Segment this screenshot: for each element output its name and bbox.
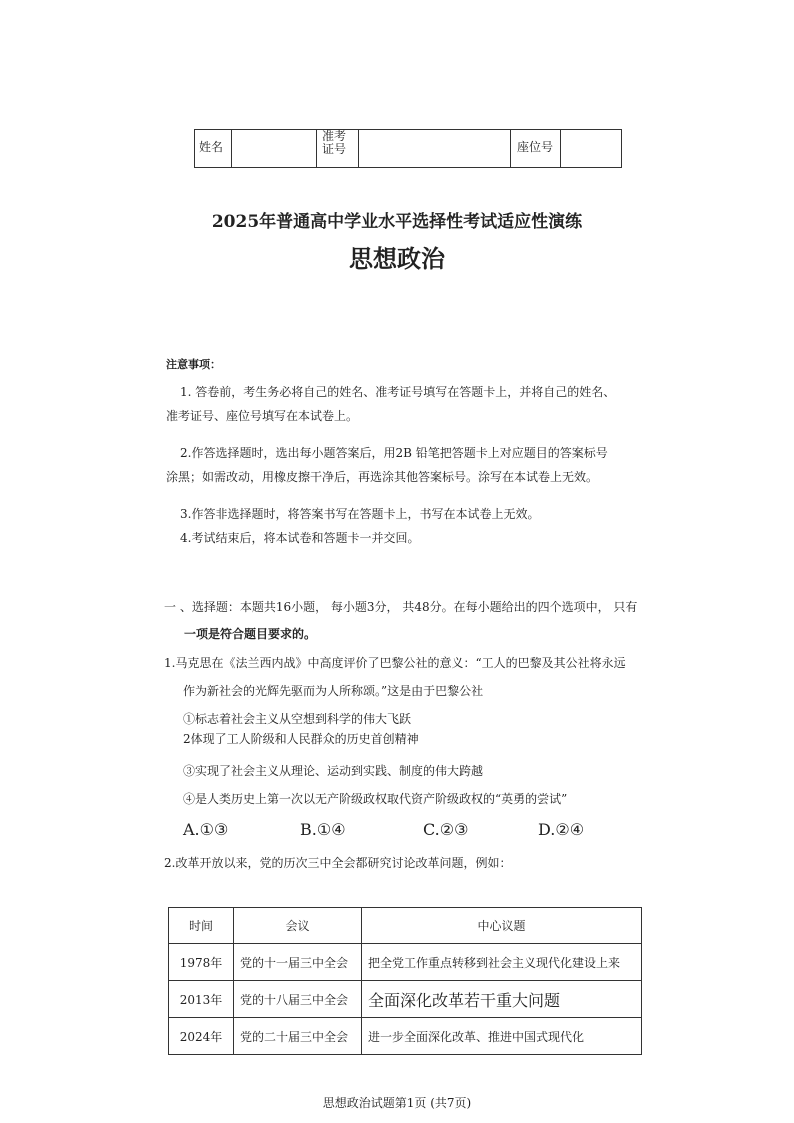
exam-id-field[interactable] (359, 130, 511, 167)
table-cell-topic: 把全党工作重点转移到社会主义现代化建设上来 (362, 944, 642, 981)
table-cell-year: 1978年 (169, 944, 234, 981)
table-header-topic: 中心议题 (362, 908, 642, 944)
table-header-time: 时间 (169, 908, 234, 944)
q1-option-c[interactable]: C.②③ (423, 820, 469, 839)
note-item-1-line2: 准考证号、座位号填写在本试卷上。 (166, 409, 359, 423)
section-heading (164, 598, 654, 642)
table-cell-meeting: 党的二十届三中全会 (234, 1018, 362, 1055)
section-heading-line2: 一项是符合题目要求的。 (184, 627, 317, 641)
note-item-2 (166, 441, 608, 489)
seat-field[interactable] (561, 130, 621, 167)
subject-title: 思想政治 (349, 245, 445, 273)
q1-option-a[interactable]: A.①③ (183, 820, 229, 839)
exam-id-label-line1: 准考 (322, 129, 347, 143)
q1-stem-line1: 1.马克思在《法兰西内战》中高度评价了巴黎公社的意义：“工人的巴黎及其公社将永远 (164, 656, 626, 670)
exam-id-label (317, 130, 359, 167)
q2-stem: 2.改革开放以来，党的历次三中全会都研究讨论改革问题，例如： (164, 856, 512, 870)
note-item-4: 4.考试结束后，将本试卷和答题卡一并交回。 (180, 531, 420, 545)
name-label: 姓名 (195, 130, 232, 167)
note-item-2-line1: 2.作答选择题时，选出每小题答案后，用2B 铅笔把答题卡上对应题目的答案标号 (180, 446, 608, 460)
table-cell-year: 2013年 (169, 981, 234, 1018)
table-header-row (169, 908, 642, 944)
section-heading-line1: 一 、选择题：本题共16小题， 每小题3分， 共48分。在每小题给出的四个选项中， 只有 (164, 600, 638, 614)
table-cell-meeting: 党的十八届三中全会 (234, 981, 362, 1018)
q1-item-2: 2体现了工人阶级和人民群众的历史首创精神 (183, 732, 419, 746)
note-item-3: 3.作答非选择题时，将答案书写在答题卡上，书写在本试卷上无效。 (180, 507, 540, 521)
table-row (169, 1018, 642, 1055)
plenary-sessions-table (168, 907, 642, 1055)
q1-option-d[interactable]: D.②④ (538, 820, 585, 839)
page-footer: 思想政治试题第1页 (共7页) (322, 1096, 472, 1110)
q1-item-1: ①标志着社会主义从空想到科学的伟大飞跃 (183, 712, 412, 726)
name-field[interactable] (232, 130, 317, 167)
q1-item-3: ③实现了社会主义从理论、运动到实践、制度的伟大跨越 (183, 764, 484, 778)
note-item-2-line2: 涂黑；如需改动，用橡皮擦干净后，再选涂其他答案标号。涂写在本试卷上无效。 (166, 470, 599, 484)
table-cell-topic: 全面深化改革若干重大问题 (362, 981, 642, 1018)
candidate-info-table (194, 129, 622, 168)
q1-item-4: ④是人类历史上第一次以无产阶级政权取代资产阶级政权的“英勇的尝试” (183, 792, 568, 806)
table-row (169, 981, 642, 1018)
q1-stem-line2: 作为新社会的光辉先驱而为人所称颂。”这是由于巴黎公社 (183, 684, 484, 698)
table-cell-topic: 进一步全面深化改革、推进中国式现代化 (362, 1018, 642, 1055)
notes-heading: 注意事项： (166, 358, 221, 371)
table-cell-meeting: 党的十一届三中全会 (234, 944, 362, 981)
q1-option-b[interactable]: B.①④ (300, 820, 346, 839)
table-cell-year: 2024年 (169, 1018, 234, 1055)
exam-id-label-line2: 证号 (322, 142, 347, 156)
table-header-meeting: 会议 (234, 908, 362, 944)
table-row (169, 944, 642, 981)
seat-label: 座位号 (511, 130, 561, 167)
exam-title: 2025年普通高中学业水平选择性考试适应性演练 (211, 212, 583, 232)
note-item-1-line1: 1. 答卷前，考生务必将自己的姓名、准考证号填写在答题卡上，并将自己的姓名、 (180, 385, 616, 399)
note-item-1 (166, 380, 615, 428)
